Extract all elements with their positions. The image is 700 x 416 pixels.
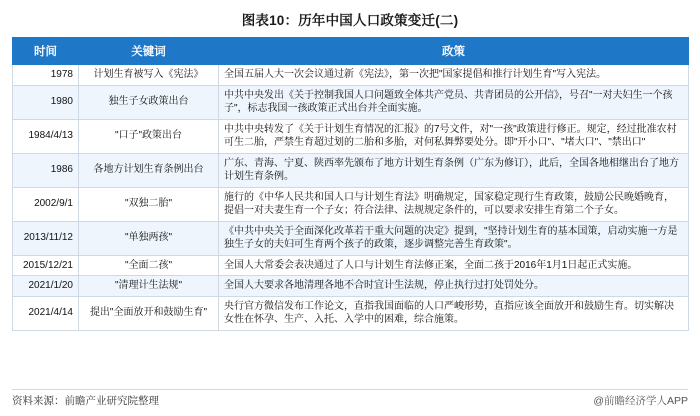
- cell-keyword: 计划生育被写入《宪法》: [79, 65, 219, 86]
- cell-keyword: 各地方计划生育条例出台: [79, 153, 219, 187]
- cell-time: 2021/1/20: [13, 276, 79, 297]
- table-row: [13, 153, 689, 187]
- table-header-row: [13, 38, 689, 65]
- source-note: 资料来源：前瞻产业研究院整理: [12, 395, 159, 407]
- cell-keyword: 提出"全面放开和鼓励生育": [79, 296, 219, 330]
- cell-time: 1980: [13, 85, 79, 119]
- table-row: [13, 65, 689, 86]
- brand-watermark: @前瞻经济学人APP: [593, 395, 688, 407]
- cell-time: 2013/11/12: [13, 221, 79, 255]
- cell-time: 1986: [13, 153, 79, 187]
- cell-time: 2002/9/1: [13, 187, 79, 221]
- cell-policy: 全国五届人大一次会议通过新《宪法》，第一次把"国家提倡和推行计划生育"写入宪法。: [219, 65, 689, 86]
- table-row: [13, 119, 689, 153]
- cell-policy: 全国人大要求各地清理各地不合时宜计生法规，停止执行过打处罚处分。: [219, 276, 689, 297]
- cell-policy: 中共中央转发了《关于计划生育情况的汇报》的7号文件，对"一孩"政策进行修正。规定，经过批准农村可生二胎，严禁生育超过划的二胎和多胎，对何私舞弊要处分。即"开小口"、"堵大口"、"禁出口": [219, 119, 689, 153]
- cell-keyword: "双独二胎": [79, 187, 219, 221]
- cell-policy: 央行官方微信发布工作论文，直指我国面临的人口严峻形势，直指应该全面放开和鼓励生育。切实解决女性在怀孕、生产、入托、入学中的困难，综合施策。: [219, 296, 689, 330]
- page-title: 图表10：历年中国人口政策变迁(二): [241, 13, 459, 28]
- table-row: [13, 255, 689, 276]
- cell-time: 1984/4/13: [13, 119, 79, 153]
- cell-policy: 全国人大常委会表决通过了人口与计划生育法修正案，全面二孩于2016年1月1日起正式实施。: [219, 255, 689, 276]
- cell-keyword: "口子"政策出台: [79, 119, 219, 153]
- cell-policy: 中共中央发出《关于控制我国人口问题致全体共产党员、共青团员的公开信》，号召"一对夫妇生一个孩子"，标志我国一孩政策正式出台并全面实施。: [219, 85, 689, 119]
- column-header-time: 时间: [13, 38, 79, 65]
- cell-policy: 施行的《中华人民共和国人口与计划生育法》明确规定，国家稳定现行生育政策，鼓励公民晚婚晚育，提倡一对夫妻生育一个子女；符合法律、法规规定条件的，可以要求安排生育第二个子女。: [219, 187, 689, 221]
- cell-time: 2021/4/14: [13, 296, 79, 330]
- table-row: [13, 85, 689, 119]
- table-row: [13, 221, 689, 255]
- table-row: [13, 296, 689, 330]
- cell-keyword: "单独两孩": [79, 221, 219, 255]
- table-row: [13, 187, 689, 221]
- cell-keyword: "清理计生法规": [79, 276, 219, 297]
- footer-divider: [12, 389, 688, 390]
- cell-keyword: 独生子女政策出台: [79, 85, 219, 119]
- column-header-policy: 政策: [219, 38, 689, 65]
- policy-table: [12, 37, 689, 331]
- cell-time: 2015/12/21: [13, 255, 79, 276]
- column-header-keyword: 关键词: [79, 38, 219, 65]
- cell-keyword: "全面二孩": [79, 255, 219, 276]
- cell-policy: 广东、青海、宁夏、陕西率先颁布了地方计划生育条例（广东为修订），此后，全国各地相继出台了地方计划生育条例。: [219, 153, 689, 187]
- cell-policy: 《中共中央关于全面深化改革若干重大问题的决定》提到，"坚持计划生育的基本国策，启动实施一方是独生子女的夫妇可生育两个孩子的政策，逐步调整完善生育政策"。: [219, 221, 689, 255]
- table-row: [13, 276, 689, 297]
- cell-time: 1978: [13, 65, 79, 86]
